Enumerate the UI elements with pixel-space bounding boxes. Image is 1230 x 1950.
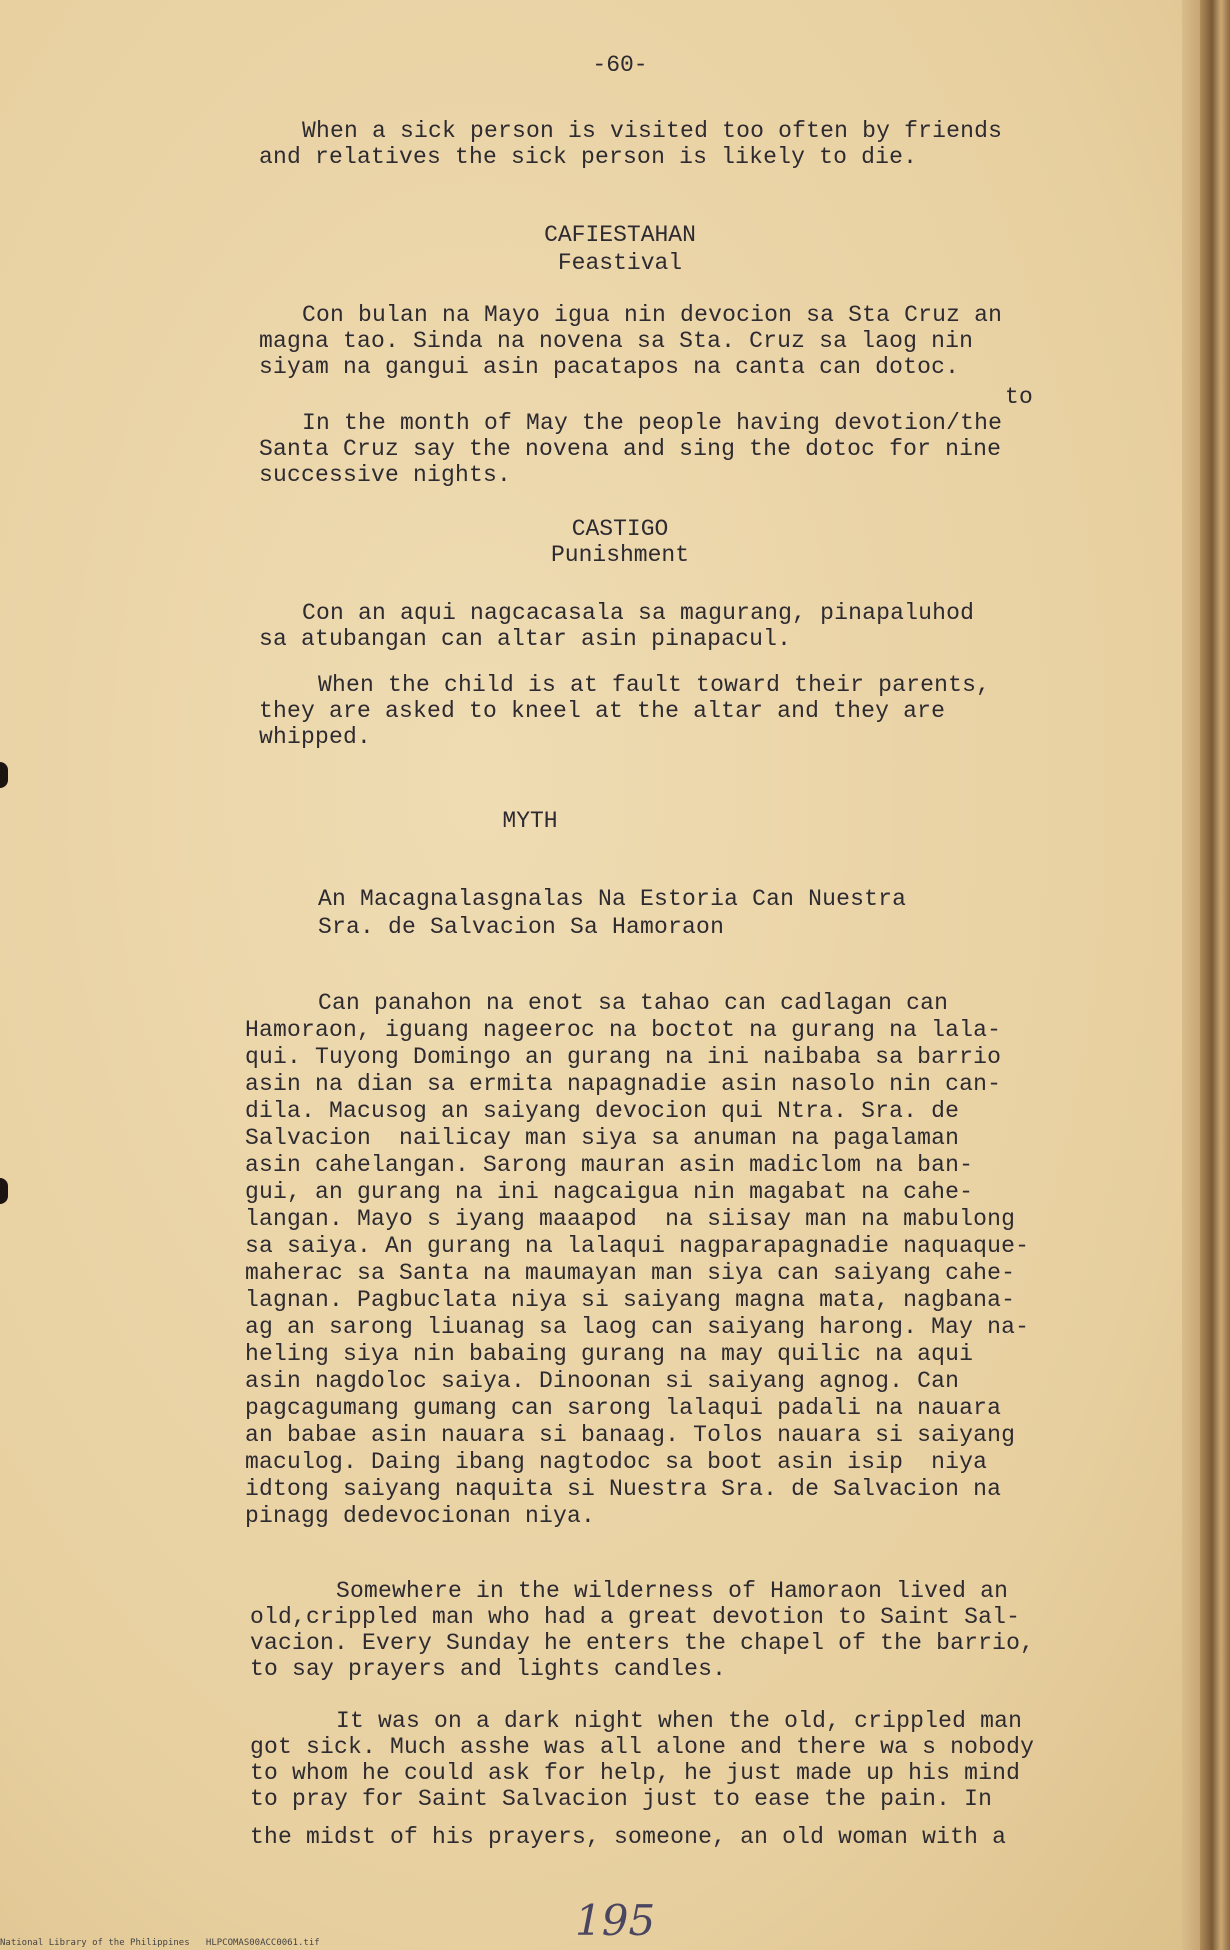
paragraph-line: idtong saiyang naquita si Nuestra Sra. de Salvacion na: [245, 1476, 1002, 1502]
paragraph-line: Can panahon na enot sa tahao can cadlagan can: [318, 990, 949, 1016]
paragraph-line: Santa Cruz say the novena and sing the dotoc for nine: [259, 436, 1002, 462]
paragraph-line: sa atubangan can altar asin pinapacul.: [259, 626, 792, 652]
paragraph-line: siyam na gangui asin pacatapos na canta can dotoc.: [259, 354, 960, 380]
paragraph-line: Con bulan na Mayo igua nin devocion sa Sta Cruz an: [302, 302, 1003, 328]
paragraph-line: Hamoraon, iguang nageeroc na boctot na gurang na lala-: [245, 1017, 1002, 1043]
paragraph-line: asin cahelangan. Sarong mauran asin madiclom na ban-: [245, 1152, 974, 1178]
paragraph-line: old,crippled man who had a great devotion to Saint Sal-: [250, 1604, 1021, 1630]
paragraph-line: maculog. Daing ibang nagtodoc sa boot asin isip niya: [245, 1449, 988, 1475]
paragraph-line: got sick. Much asshe was all alone and there wa s nobody: [250, 1734, 1035, 1760]
paragraph-line: Con an aqui nagcacasala sa magurang, pinapaluhod: [302, 600, 975, 626]
paragraph-line: to pray for Saint Salvacion just to ease the pain. In: [250, 1786, 993, 1812]
paragraph-line: an babae asin nauara si banaag. Tolos nauara si saiyang: [245, 1422, 1016, 1448]
binding-hole: [0, 762, 8, 788]
inserted-word: to: [1005, 384, 1034, 410]
paragraph-line: gui, an gurang na ini nagcaigua nin magabat na cahe-: [245, 1179, 974, 1205]
paragraph-line: In the month of May the people having devotion/the: [302, 410, 1003, 436]
paragraph-line: Salvacion nailicay man siya sa anuman na pagalaman: [245, 1125, 960, 1151]
story-title-line: Sra. de Salvacion Sa Hamoraon: [318, 914, 725, 940]
paragraph-line: they are asked to kneel at the altar and they are: [259, 698, 946, 724]
book-binding: [1200, 0, 1230, 1950]
paragraph-line: Somewhere in the wilderness of Hamoraon lived an: [336, 1578, 1009, 1604]
paragraph-line: maherac sa Santa na maumayan man siya can saiyang cahe-: [245, 1260, 1016, 1286]
paragraph-line: asin nagdoloc saiya. Dinoonan si saiyang agnog. Can: [245, 1368, 960, 1394]
paragraph-line: langan. Mayo s iyang maaapod na siisay man na mabulong: [245, 1206, 1016, 1232]
page-edge: [1182, 0, 1202, 1950]
binding-hole: [0, 1178, 8, 1204]
paragraph-line: qui. Tuyong Domingo an gurang na ini naibaba sa barrio: [245, 1044, 1002, 1070]
paragraph-line: to say prayers and lights candles.: [250, 1656, 727, 1682]
paragraph-line: lagnan. Pagbuclata niya si saiyang magna mata, nagbana-: [245, 1287, 1016, 1313]
paragraph-line: vacion. Every Sunday he enters the chapel of the barrio,: [250, 1630, 1035, 1656]
intro-line: When a sick person is visited too often by friends: [302, 118, 1003, 144]
paragraph-line: magna tao. Sinda na novena sa Sta. Cruz sa laog nin: [259, 328, 974, 354]
section-title: CAFIESTAHAN: [544, 222, 696, 248]
paragraph-line: When the child is at fault toward their parents,: [318, 672, 991, 698]
paragraph-line: heling siya nin babaing gurang na may quilic na aqui: [245, 1341, 974, 1367]
intro-line: and relatives the sick person is likely to die.: [259, 144, 918, 170]
handwritten-page-number: 195: [575, 1896, 656, 1945]
section-subtitle: Feastival: [557, 250, 683, 276]
story-title-line: An Macagnalasgnalas Na Estoria Can Nuestra: [318, 886, 907, 912]
paragraph-line: successive nights.: [259, 462, 512, 488]
section-subtitle: Punishment: [550, 542, 690, 568]
scan-footer: National Library of the Philippines HLPCOMAS00ACC0061.tif: [0, 1938, 320, 1948]
paragraph-line: dila. Macusog an saiyang devocion qui Ntra. Sra. de: [245, 1098, 960, 1124]
paragraph-line: pinagg dedevocionan niya.: [245, 1503, 596, 1529]
paragraph-line: asin na dian sa ermita napagnadie asin nasolo nin can-: [245, 1071, 1002, 1097]
paragraph-line: whipped.: [259, 724, 372, 750]
page-number: -60-: [592, 52, 648, 78]
paragraph-line: pagcagumang gumang can sarong lalaqui padali na nauara: [245, 1395, 1002, 1421]
paragraph-line: It was on a dark night when the old, crippled man: [336, 1708, 1023, 1734]
section-title: CASTIGO: [571, 516, 669, 542]
section-title: MYTH: [502, 808, 558, 834]
paragraph-line: the midst of his prayers, someone, an old woman with a: [250, 1824, 1007, 1850]
paragraph-line: to whom he could ask for help, he just made up his mind: [250, 1760, 1021, 1786]
paragraph-line: ag an sarong liuanag sa laog can saiyang harong. May na-: [245, 1314, 1030, 1340]
paragraph-line: sa saiya. An gurang na lalaqui nagparapagnadie naquaque-: [245, 1233, 1030, 1259]
